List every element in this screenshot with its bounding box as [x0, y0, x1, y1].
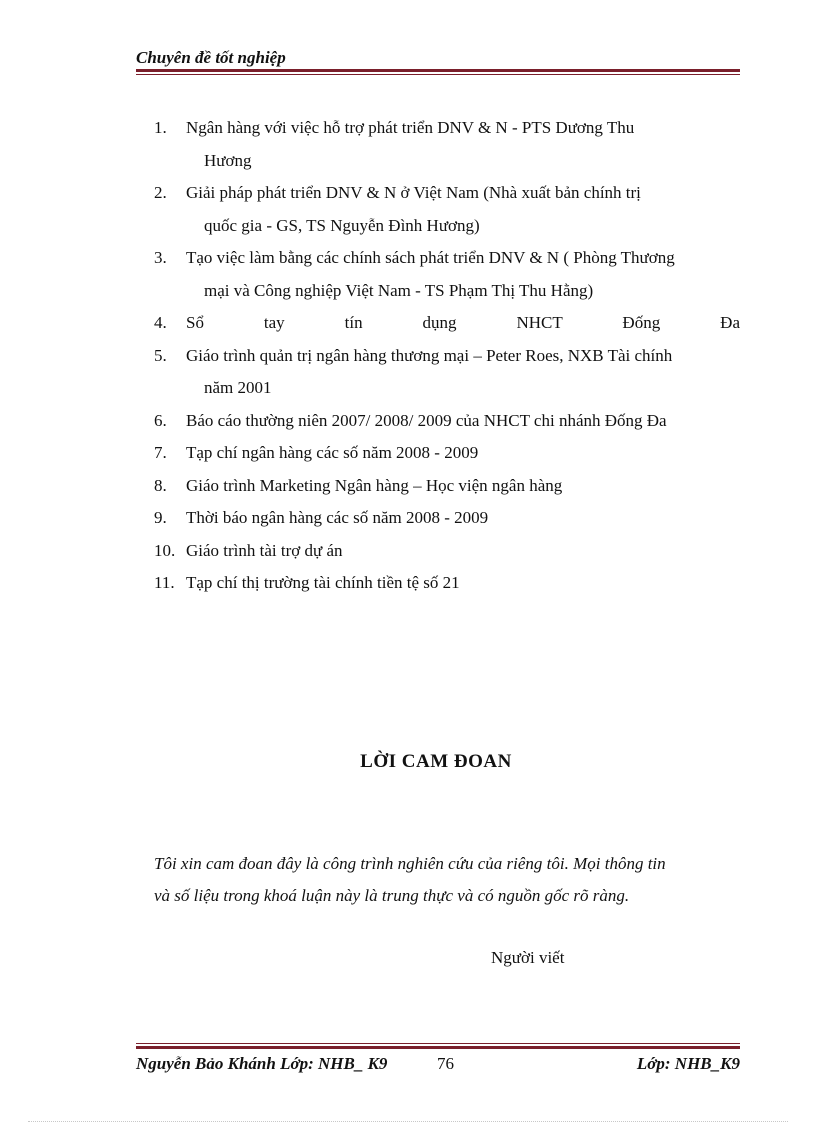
reference-item-4: [154, 307, 740, 340]
reference-continuation: quốc gia - GS, TS Nguyễn Đình Hương): [204, 215, 480, 235]
reference-line: Giải pháp phát triển DNV & N ở Việt Nam (Nhà xuất bản chính trị: [186, 183, 641, 202]
reference-text: Giáo trình tài trợ dự án: [186, 540, 343, 560]
reference-item-10: [154, 535, 740, 568]
reference-number: 6.: [154, 410, 167, 430]
reference-item-6: [154, 405, 740, 438]
reference-number: 11.: [154, 573, 175, 592]
page-number: 76: [437, 1054, 454, 1073]
footer-author: Nguyễn Bảo Khánh Lớp: NHB_ K9: [136, 1054, 388, 1073]
reference-item-11: [154, 567, 740, 600]
reference-number: 4.: [154, 313, 167, 332]
header-rule-thin: [136, 74, 740, 75]
reference-number: 2.: [154, 183, 167, 202]
footer-rule-thick: [136, 1046, 740, 1049]
reference-list: [154, 112, 740, 600]
reference-number: 1.: [154, 118, 167, 137]
header-title: Chuyên đề tốt nghiệp: [136, 48, 286, 67]
reference-number: 7.: [154, 443, 167, 462]
reference-line: Giáo trình quản trị ngân hàng thương mại – Peter Roes, NXB Tài chính: [186, 345, 673, 365]
reference-item-3: [154, 242, 740, 307]
footer-class-label: Lớp: NHB_K9: [636, 1054, 740, 1073]
reference-text: Báo cáo thường niên 2007/ 2008/ 2009 của NHCT chi nhánh Đống Đa: [186, 410, 667, 430]
reference-text: Thời báo ngân hàng các số năm 2008 - 2009: [186, 508, 489, 527]
reference-continuation: mại và Công nghiệp Việt Nam - TS Phạm Thị Thu Hằng): [204, 280, 594, 300]
reference-number: 10.: [154, 540, 176, 560]
reference-item-7: [154, 437, 740, 470]
reference-line: Ngân hàng với việc hỗ trợ phát triển DNV & N - PTS Dương Thu: [186, 118, 635, 137]
reference-text: [186, 177, 740, 242]
reference-line: Tạo việc làm bằng các chính sách phát triển DNV & N ( Phòng Thương: [186, 248, 675, 267]
declaration-line: Tôi xin cam đoan đây là công trình nghiên cứu của riêng tôi. Mọi thông tin: [154, 854, 666, 873]
reference-number: 5.: [154, 345, 167, 365]
reference-item-5: [154, 340, 740, 405]
signer-label: Người viết: [491, 948, 565, 967]
reference-continuation: năm 2001: [204, 378, 272, 397]
reference-text: Giáo trình Marketing Ngân hàng – Học viện ngân hàng: [186, 475, 563, 495]
reference-text: [186, 340, 740, 405]
reference-item-2: [154, 177, 740, 242]
reference-text: Tạp chí ngân hàng các số năm 2008 - 2009: [186, 443, 479, 462]
reference-text: Sổ tay tín dụng NHCT Đống Đa: [186, 313, 740, 332]
reference-text: [186, 242, 740, 307]
declaration-title: LỜI CAM ĐOAN: [360, 751, 512, 772]
footer-rule-thin: [136, 1043, 740, 1044]
page-edge-divider: [28, 1121, 788, 1122]
reference-item-9: [154, 502, 740, 535]
reference-number: 8.: [154, 475, 167, 495]
reference-continuation: Hương: [204, 150, 252, 170]
reference-item-1: [154, 112, 740, 177]
reference-number: 3.: [154, 248, 167, 267]
declaration-body: [154, 848, 746, 912]
reference-text: [186, 112, 740, 177]
reference-text: Tạp chí thị trường tài chính tiền tệ số 21: [186, 573, 460, 592]
header-rule-thick: [136, 69, 740, 72]
reference-item-8: [154, 470, 740, 503]
declaration-line: và số liệu trong khoá luận này là trung thực và có nguồn gốc rõ ràng.: [154, 886, 630, 905]
reference-number: 9.: [154, 508, 167, 527]
